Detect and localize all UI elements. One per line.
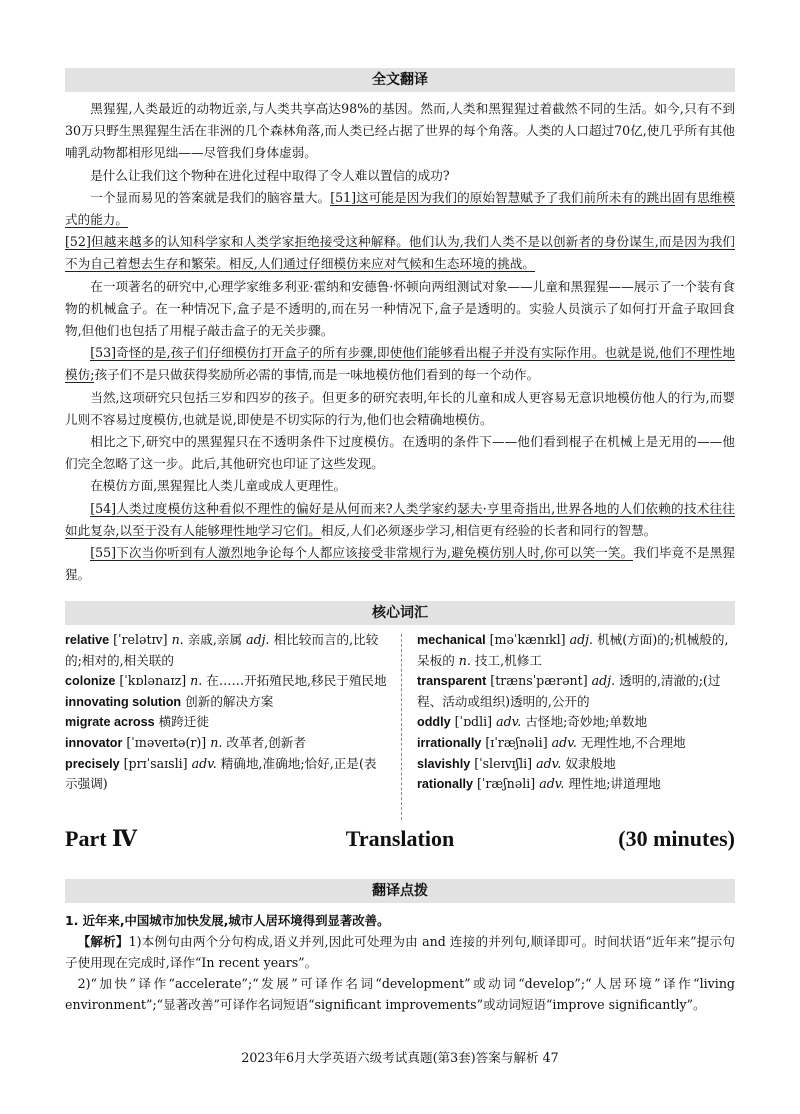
vocab-phonetic: [trænsˈpærənt]: [486, 673, 592, 689]
vocab-pos: n.: [171, 632, 184, 647]
vocab-phonetic: [ˈsleɪvɪʃli]: [470, 755, 537, 771]
paragraph-2: 是什么让我们这个物种在进化过程中取得了令人难以置信的成功?: [90, 167, 450, 183]
paragraph-4: [65, 231, 735, 275]
vocab-column-right: [417, 630, 735, 795]
part-heading: [65, 824, 735, 856]
vocab-word: rationally: [417, 777, 473, 792]
paragraph-3: [65, 187, 735, 231]
vocab-word: transparent: [417, 674, 487, 689]
vocab-entry: [417, 754, 735, 775]
paragraph-10-text: 相反,人们必须逐步学习,相信更有经验的长者和同行的智慧。: [320, 522, 657, 538]
translation-section-header: [65, 68, 735, 92]
translation-tips: [65, 910, 735, 1015]
vocab-definition: 奴隶般地: [561, 755, 616, 771]
vocab-entry: [417, 712, 735, 733]
vocab-phonetic: [ˈkɒlənaɪz]: [115, 673, 191, 689]
vocab-entry: [417, 774, 735, 795]
paragraph-11: [65, 542, 735, 586]
vocab-phonetic: [ˈrelətɪv]: [109, 632, 172, 647]
part-time: (30 minutes): [618, 826, 735, 851]
vocab-entry: [65, 630, 387, 671]
full-translation-body: [65, 98, 735, 586]
analysis-1-text: 1)本例句由两个分句构成,语义并列,因此可处理为由 and 连接的并列句,顺译即可。时间状语“近年来”提示句子使用现在完成时,译作“In recent years”。: [65, 934, 736, 970]
paragraph-9: 在模仿方面,黑猩猩比人类儿童或成人更理性。: [90, 478, 347, 494]
vocab-word: innovator: [65, 735, 123, 750]
paragraph-6: [65, 342, 735, 386]
vocab-pos: adj.: [246, 632, 270, 647]
paragraph-8: 相比之下,研究中的黑猩猩只在不透明条件下过度模仿。在透明的条件下——他们看到棍子在机械上是无用的——他们完全忽略了这一步。此后,其他研究也印证了这些发现。: [65, 434, 735, 472]
vocab-definition: 创新的解决方案: [181, 693, 274, 709]
vocab-pos: adj.: [569, 632, 594, 647]
vocab-pos: n.: [210, 734, 223, 750]
vocab-pos: adv.: [539, 776, 565, 792]
vocab-entry: [65, 712, 387, 733]
vocab-word: innovating solution: [65, 694, 182, 709]
answer-53-underlined: [53]奇怪的是,孩子们仔细模仿打开盒子的所有步骤,即使他们能够看出棍子并没有实际作用。也就是说,他们不理性地模仿;: [65, 345, 735, 383]
analysis-2: 2)“加快”译作“accelerate”;“发展”可译作名词“development”或动词“develop”;“人居环境”译作“living environment”;“显著改善”可译作名词短语“significant improvements”或动词短语“improve significantly”。: [65, 976, 735, 1012]
vocab-word: colonize: [65, 674, 116, 689]
vocab-divider: [401, 634, 402, 820]
vocab-phonetic: [ɪˈræʃnəli]: [481, 734, 552, 750]
vocab-section-header: [65, 601, 735, 625]
answer-54-underlined: [54]人类过度模仿这种看似不理性的偏好是从何而来?人类学家约瑟夫·亨里奇指出,世界各地的人们依赖的技术往往如此复杂,以至于没有人能够理性地学习它们。: [65, 500, 735, 538]
translation-section-title: 全文翻译: [372, 72, 428, 88]
vocab-definition: 横跨迁徙: [154, 714, 209, 730]
vocab-definition: 改革者,创新者: [222, 734, 306, 750]
vocab-definition: 透明的,清澈的;(过程、活动或组织)透明的,公开的: [417, 673, 721, 709]
vocab-word: relative: [65, 633, 110, 647]
part-label: Part Ⅳ: [65, 826, 137, 851]
page-footer: 2023年6月大学英语六级考试真题(第3套)答案与解析 47: [241, 1050, 559, 1065]
vocab-definition: 理性地;讲道理地: [564, 776, 661, 792]
vocab-entry: [65, 754, 387, 795]
vocab-word: precisely: [65, 756, 120, 771]
vocab-definition: 相比较而言的,比较的;相对的,相关联的: [65, 632, 379, 668]
paragraph-11-text: 我们毕竟不是黑猩猩。: [65, 545, 736, 583]
analysis-1: [65, 931, 735, 973]
vocab-phonetic: [ˈɪnəveɪtə(r)]: [122, 734, 211, 750]
vocab-definition: 在……开拓殖民地,移民于殖民地: [202, 673, 387, 689]
vocab-definition: 机械(方面)的;机械般的,呆板的: [417, 632, 729, 668]
vocab-phonetic: [ˈræʃnəli]: [473, 776, 540, 792]
vocab-definition: 技工,机修工: [470, 652, 542, 668]
vocab-pos: adv.: [496, 714, 522, 730]
vocab-entry: [65, 671, 387, 692]
vocab-entry: [417, 733, 735, 754]
vocab-definition: 亲戚,亲属: [183, 632, 247, 647]
vocab-list: [65, 630, 735, 826]
vocab-entry: [65, 733, 387, 754]
vocab-pos: adv.: [551, 734, 577, 750]
vocab-pos: n.: [190, 673, 203, 689]
paragraph-3-text: 一个显而易见的答案就是我们的脑容量大。: [90, 189, 331, 205]
vocab-pos: adv.: [536, 755, 562, 771]
vocab-word: oddly: [417, 715, 451, 730]
vocab-definition: 无理性地,不合理地: [576, 734, 686, 750]
vocab-entry: [417, 630, 735, 671]
part-title: Translation: [345, 826, 455, 851]
paragraph-7: 当然,这项研究只包括三岁和四岁的孩子。但更多的研究表明,年长的儿童和成人更容易无意识地模仿他人的行为,而婴儿则不容易过度模仿,也就是说,即使是不切实际的行为,他们也会精确地模仿。: [65, 389, 735, 427]
vocab-pos: n.: [458, 652, 471, 668]
analysis-tag: 【解析】: [77, 934, 129, 949]
paragraph-10: [65, 498, 735, 542]
vocab-definition: 古怪地;奇妙地;单数地: [521, 714, 648, 730]
vocab-pos: adv.: [191, 755, 217, 771]
paragraph-5: 在一项著名的研究中,心理学家维多利亚·霍纳和安德鲁·怀顿向两组测试对象——儿童和黑猩猩——展示了一个装有食物的机械盒子。在一种情况下,盒子是不透明的,而在另一种情况下,盒子是透明的。实验人员演示了如何打开盒子取回食物,但他们也包括了用棍子敲击盒子的无关步骤。: [65, 278, 735, 339]
question-1: 1. 近年来,中国城市加快发展,城市人居环境得到显著改善。: [65, 913, 390, 928]
vocab-word: slavishly: [417, 756, 471, 771]
answer-51-underlined: [51]这可能是因为我们的原始智慧赋予了我们前所未有的跳出固有思维模式的能力。: [65, 189, 736, 228]
vocab-phonetic: [məˈkænɪkl]: [485, 632, 570, 647]
vocab-pos: adj.: [591, 673, 616, 689]
vocab-section-title: 核心词汇: [372, 605, 428, 621]
answer-52-underlined: [52]但越来越多的认知科学家和人类学家拒绝接受这种解释。他们认为,我们人类不是以创新者的身份谋生,而是因为我们不为自己着想去生存和繁荣。相反,人们通过仔细模仿来应对气候和生态环境的挑战。: [65, 234, 735, 272]
vocab-word: irrationally: [417, 735, 482, 750]
vocab-phonetic: [prɪˈsaɪsli]: [119, 755, 192, 771]
paragraph-1: 黑猩猩,人类最近的动物近亲,与人类共享高达98%的基因。然而,人类和黑猩猩过着截然不同的生活。如今,只有不到30万只野生黑猩猩生活在非洲的几个森林角落,而人类已经占据了世界的每个角落。人类的人口超过70亿,使几乎所有其他哺乳动物都相形见绌——尽管我们身体虚弱。: [65, 101, 735, 161]
vocab-entry: [65, 692, 387, 713]
vocab-column-left: [65, 630, 387, 795]
vocab-entry: [417, 671, 735, 712]
tips-section-header: [65, 879, 735, 903]
vocab-word: mechanical: [417, 633, 486, 647]
vocab-word: migrate across: [65, 715, 155, 730]
paragraph-6-text: 孩子们不是只做获得奖励所必需的事情,而是一味地模仿他们看到的每一个动作。: [94, 367, 540, 383]
tips-section-title: 翻译点拨: [372, 883, 428, 899]
vocab-phonetic: [ˈɒdli]: [450, 714, 497, 730]
answer-55-underlined: [55]下次当你听到有人激烈地争论每个人都应该接受非常规行为,避免模仿别人时,你可以笑一笑。: [90, 545, 634, 561]
vocab-definition: 精确地,准确地;恰好,正是(表示强调): [65, 755, 377, 792]
